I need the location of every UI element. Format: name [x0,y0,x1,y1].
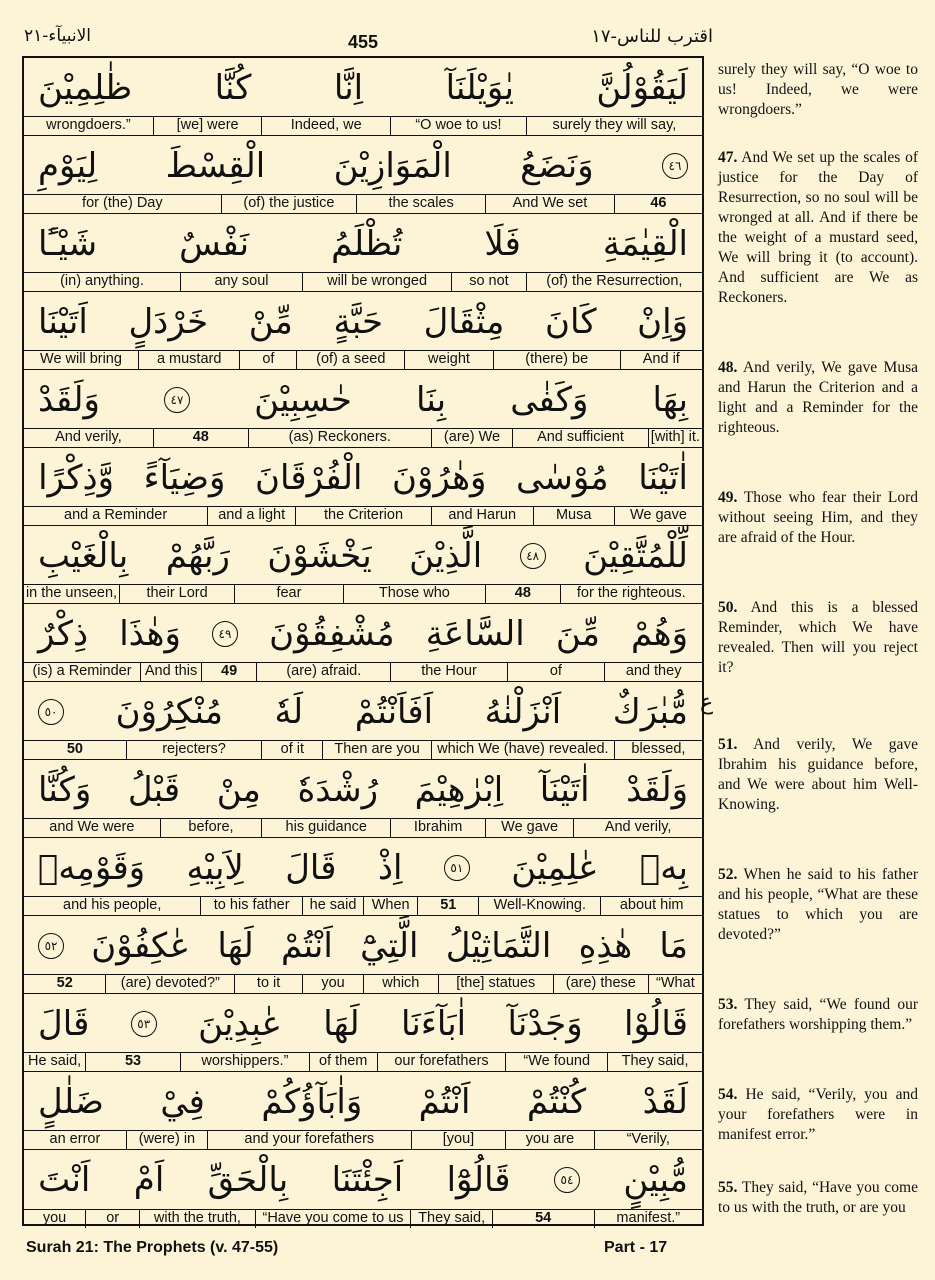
word-translation-cell: for (the) Day [82,195,163,211]
translation-paragraph [718,488,918,548]
verse-number: 48. [718,359,738,376]
arabic-word: التَّمَاثِيْلُ [445,925,552,966]
verse-row [24,370,702,448]
arabic-line [24,58,702,117]
arabic-word: لَهَا [217,925,254,966]
word-translation-cell: to it [234,975,302,993]
word-translation-cell: of them [309,1053,377,1071]
verse-number: 50. [718,599,738,616]
word-translation-cell: you [302,975,363,993]
verse-number-marker: ٥٠ [38,699,64,725]
translation-text: He said, “Verily, you and your forefathers were in manifest error.” [718,1086,918,1143]
arabic-word: اٰبَآءَنَا [401,1003,467,1044]
translation-text: And verily, We gave Musa and Harun the Criterion and a light and a Reminder for the righteous. [718,359,918,436]
arabic-word: بِالْحَقِّ [207,1159,289,1200]
arabic-line [24,292,702,351]
arabic-word: بِهٖ [639,847,688,888]
word-translation-cell: before, [160,819,262,837]
word-translation-cell: and his people, [63,897,162,913]
word-translation-cell: worshippers.” [180,1053,309,1071]
verse-row [24,214,702,292]
word-translation-cell: And if [620,351,702,369]
translation-line [24,1209,702,1228]
arabic-word: حٰسِبِيْنَ [254,379,352,420]
word-translation-cell: They said, [607,1053,702,1071]
word-translation-cell: 48 [485,585,560,603]
arabic-word: لِّلْمُتَّقِيْنَ [583,535,688,576]
word-translation-cell: (there) be [493,351,620,369]
word-translation-cell: Ibrahim [390,819,485,837]
translation-line [24,584,702,603]
word-translation-cell: so not [451,273,526,291]
word-translation-cell: (of) the justice [221,195,357,213]
verse-row [24,916,702,994]
arabic-word: قَبْلُ [127,769,181,810]
translation-paragraph [718,735,918,815]
arabic-word: وَهُمْ [631,613,688,654]
arabic-word: لَهَا [323,1003,360,1044]
translation-line [24,350,702,369]
verse-number: 53. [718,996,738,1013]
arabic-line [24,604,702,663]
arabic-word: مُّبٰرَكٌ [612,691,688,732]
arabic-word: وَضِيَآءً [143,457,226,498]
arabic-word: لِاَبِيْهِ [186,847,244,888]
arabic-line [24,370,702,429]
arabic-word: بِنَا [416,379,447,420]
arabic-word: اَتَيْنَا [38,301,88,342]
arabic-word: هٰذِهِ [578,925,633,966]
arabic-word: بِالْغَيْبِ [38,535,129,576]
arabic-word: مِّنْ [248,301,293,342]
arabic-word: مِّنَ [555,613,600,654]
arabic-word: لَيَقُوْلُنَّ [596,67,688,108]
translation-line [24,740,702,759]
arabic-word: عٰكِفُوْنَ [91,925,191,966]
word-translation-cell: 53 [85,1053,180,1071]
arabic-word: اَنْتُمْ [281,925,333,966]
verse-number: 54. [718,1086,738,1103]
arabic-word: وَنَضَعُ [520,145,594,186]
word-translation-cell: and a Reminder [64,507,168,523]
translation-line [24,116,702,135]
translation-line [24,506,702,525]
word-translation-cell: and your forefathers [207,1131,410,1149]
arabic-word: فَلَا [484,223,521,264]
arabic-word: الْمَوَازِيْنَ [333,145,452,186]
arabic-word: وَلَقَدْ [626,769,688,810]
arabic-word: كَانَ [545,301,597,342]
word-translation-cell: fear [234,585,342,603]
word-translation-cell: 50 [66,741,83,757]
arabic-word: وَاٰبَآؤُكُمْ [261,1081,363,1122]
verse-row [24,136,702,214]
arabic-word: وَكُنَّا [38,769,92,810]
word-translation-cell: manifest.” [594,1210,702,1228]
word-translation-cell: Indeed, we [261,117,390,135]
word-translation-cell: and Harun [431,507,533,525]
verse-number-marker: ٤٧ [164,387,190,413]
word-translation-cell: And this [140,663,201,681]
word-translation-cell: weight [404,351,493,369]
arabic-word: اَنْتُمْ [418,1081,471,1122]
arabic-word: وَاِنْ [637,301,688,342]
arabic-word: كُنْتُمْ [526,1081,587,1122]
verse-row [24,838,702,916]
word-translation-cell: (are) We [431,429,512,447]
word-translation-cell: [we] were [153,117,261,135]
translation-line [24,974,702,993]
word-translation-cell: (are) afraid. [256,663,390,681]
word-translation-cell: or [85,1210,139,1228]
arabic-word: مِثْقَالَ [423,301,505,342]
word-translation-cell: he said [302,897,363,915]
ruku-marker: ع [700,690,714,715]
word-translation-cell: (are) devoted?” [105,975,234,993]
word-translation-cell: (is) a Reminder [32,663,132,679]
arabic-word: اَمْ [133,1159,165,1200]
arabic-word: مَا [659,925,688,966]
arabic-word: ذِكْرٌ [38,613,89,654]
arabic-word: عٰلِمِيْنَ [511,847,599,888]
translation-text: And We set up the scales of justice for the Day of Resurrection, so no soul will be wronged at all. And if there be the weight of a mustard seed, We will bring it (to account). And sufficient are We as Reckoners. [718,149,918,306]
word-translation-cell: (are) these [553,975,648,993]
verse-number-marker: ٤٨ [520,543,546,569]
arabic-word: اِنَّا [333,67,364,108]
word-translation-cell: [the] statues [438,975,553,993]
arabic-word: الْفُرْقَانَ [255,457,363,498]
verse-number: 55. [718,1179,738,1196]
arabic-word: وَلَقَدْ [38,379,100,420]
word-translation-cell: We gave [614,507,702,525]
translation-line [24,194,702,213]
translation-line [24,272,702,291]
arabic-line [24,760,702,819]
arabic-word: خَرْدَلٍ [128,301,209,342]
translation-line [24,1130,702,1149]
arabic-word: مِنْ [216,769,261,810]
word-translation-cell: 51 [417,897,478,915]
header-juz-arabic: اقترب للناس-١٧ [591,26,713,47]
verse-number: 49. [718,489,738,506]
arabic-word: مُوْسٰى [516,457,609,498]
arabic-word: اَجِئْتَنَا [331,1159,404,1200]
verse-number-marker: ٥٤ [554,1167,580,1193]
word-translation-cell: wrongdoers.” [46,117,131,133]
verse-row [24,292,702,370]
arabic-word: وَهٰرُوْنَ [391,457,487,498]
arabic-word: وَهٰذَا [119,613,181,654]
header-surah-arabic: الانبیآء-٢١ [24,26,91,46]
word-by-word-grid [22,56,704,1226]
verse-row [24,994,702,1072]
word-translation-cell: an error [49,1131,101,1147]
word-translation-cell: [with] it. [648,429,702,447]
word-translation-cell: “Verily, [594,1131,702,1149]
word-translation-cell: And We set [485,195,614,213]
footer-part: Part - 17 [604,1239,668,1256]
word-translation-cell: And verily, [573,819,702,837]
arabic-word: رَبَّهُمْ [165,535,230,576]
translation-line [24,896,702,915]
word-translation-cell: of [507,663,605,681]
word-translation-cell: of [239,351,296,369]
arabic-word: مُشْفِقُوْنَ [269,613,395,654]
arabic-word: وَقَوْمِهٖ [38,847,146,888]
verse-number-marker: ٤٦ [662,153,688,179]
word-translation-cell: any soul [180,273,302,291]
translation-text: surely they will say, “O woe to us! Indeed, we were wrongdoers.” [718,61,918,118]
word-translation-cell: the Criterion [295,507,431,525]
word-translation-cell: (of) the Resurrection, [526,273,702,291]
arabic-line [24,1072,702,1131]
arabic-line [24,916,702,975]
arabic-word: الَّتِيْٓ [360,925,419,966]
word-translation-cell: “O woe to us! [390,117,526,135]
word-translation-cell: of it [261,741,322,759]
word-translation-cell: his guidance [261,819,390,837]
word-translation-cell: and We were [49,819,135,835]
verse-row [24,1072,702,1150]
word-translation-cell: (of) a seed [296,351,404,369]
translation-paragraph [718,995,918,1035]
word-translation-cell: He said, [27,1053,82,1069]
translation-paragraph [718,148,918,308]
word-translation-cell: And sufficient [512,429,648,447]
verse-number: 51. [718,736,738,753]
arabic-word: حَبَّةٍ [333,301,383,342]
word-translation-cell: (as) Reckoners. [248,429,431,447]
word-translation-cell: their Lord [119,585,234,603]
word-translation-cell: We will bring [40,351,122,367]
arabic-word: وَكَفٰى [510,379,589,420]
arabic-word: اٰتَيْنَا [638,457,688,498]
word-translation-cell: the Hour [390,663,506,681]
arabic-line [24,682,702,741]
word-translation-cell: blessed, [614,741,702,759]
translation-text: They said, “Have you come to us with the truth, or are you [718,1179,918,1216]
arabic-word: قَالَ [38,1003,90,1044]
translation-paragraph [718,60,918,120]
arabic-word: كُنَّا [214,67,252,108]
arabic-word: الْقِسْطَ [165,145,266,186]
word-translation-cell: for the righteous. [560,585,702,603]
translation-text: And this is a blessed Reminder, which We have revealed. Then will you reject it? [718,599,918,676]
word-translation-cell: “Have you come to us [255,1210,411,1228]
arabic-word: فِيْ [160,1081,205,1122]
word-translation-cell: with the truth, [139,1210,254,1228]
translation-paragraph [718,865,918,945]
arabic-word: اَنْتَ [38,1159,91,1200]
arabic-word: اَنْزَلْنٰهُ [484,691,562,732]
word-translation-cell: 49 [201,663,256,681]
word-translation-cell: about him [600,897,702,915]
word-translation-cell: rejecters? [126,741,262,759]
verse-row [24,526,702,604]
word-translation-cell: 52 [56,975,73,991]
word-translation-cell: 46 [614,195,702,213]
word-translation-cell: (in) anything. [60,273,144,289]
word-translation-cell: (were) in [126,1131,207,1149]
arabic-word: مُنْكِرُوْنَ [115,691,223,732]
arabic-word: وَجَدْنَآ [507,1003,583,1044]
translation-line [24,662,702,681]
translation-text: They said, “We found our forefathers worshipping them.” [718,996,918,1033]
translation-paragraph [718,1178,918,1218]
arabic-word: اِذْ [377,847,403,888]
word-translation-cell: Well-Knowing. [478,897,600,915]
arabic-line [24,994,702,1053]
arabic-word: بِهَا [652,379,688,420]
arabic-word: لَهٗ [274,691,304,732]
arabic-word: وَّذِكْرًا [38,457,115,498]
arabic-word: اٰتَيْنَآ [539,769,590,810]
word-translation-cell: They said, [410,1210,491,1228]
word-translation-cell: you [42,1210,67,1226]
verse-number-marker: ٥١ [444,855,470,881]
word-translation-cell: Those who [343,585,485,603]
arabic-word: اَفَاَنْتُمْ [354,691,434,732]
verse-number: 52. [718,866,738,883]
word-translation-cell: 54 [492,1210,594,1228]
word-translation-cell: And verily, [55,429,122,445]
verse-row [24,1150,702,1228]
arabic-word: لِيَوْمِ [38,145,98,186]
word-translation-cell: Then are you [322,741,430,759]
word-translation-cell: and a light [207,507,295,525]
arabic-word: يٰوَيْلَنَآ [445,67,514,108]
verse-number-marker: ٥٢ [38,933,64,959]
word-translation-cell: 48 [153,429,248,447]
verse-number-marker: ٥٣ [131,1011,157,1037]
word-translation-cell: in the unseen, [25,585,118,601]
word-translation-cell: “What [648,975,702,993]
arabic-word: لَقَدْ [642,1081,688,1122]
verse-row [24,58,702,136]
arabic-line [24,214,702,273]
word-translation-cell: a mustard [138,351,239,369]
page-number: 455 [348,32,379,52]
translation-paragraph [718,598,918,678]
arabic-word: ظٰلِمِيْنَ [38,67,133,108]
arabic-word: عٰبِدِيْنَ [198,1003,282,1044]
arabic-line [24,838,702,897]
arabic-line [24,1150,702,1209]
translation-text: And verily, We gave Ibrahim his guidance before, and We were about him Well-Knowing. [718,736,918,813]
word-translation-cell: our forefathers [377,1053,506,1071]
arabic-word: نَفْسٌ [179,223,250,264]
verse-row [24,760,702,838]
word-translation-cell: and they [604,663,702,681]
verse-row [24,448,702,526]
verse-row [24,604,702,682]
translation-line [24,1052,702,1071]
word-translation-cell: which [363,975,438,993]
arabic-word: شَيْـًٔا [38,223,98,264]
translation-text: Those who fear their Lord without seeing Him, and they are afraid of the Hour. [718,489,918,546]
translation-line [24,428,702,447]
word-translation-cell: [you] [411,1131,506,1149]
word-translation-cell: “We found [505,1053,607,1071]
word-translation-cell: We gave [485,819,573,837]
arabic-word: الَّذِيْنَ [409,535,483,576]
word-translation-cell: will be wronged [302,273,451,291]
word-translation-cell: Musa [533,507,614,525]
footer-surah-title: Surah 21: The Prophets (v. 47-55) [26,1239,279,1256]
translation-paragraph [718,1085,918,1145]
arabic-line [24,136,702,195]
word-translation-cell: which We (have) revealed. [431,741,614,759]
word-translation-cell: you are [505,1131,593,1149]
translation-text: When he said to his father and his people, “What are these statues to which you are devoted?” [718,866,918,943]
translation-line [24,818,702,837]
arabic-word: رُشْدَهٗ [297,769,379,810]
arabic-word: الْقِيٰمَةِ [602,223,688,264]
verse-number: 47. [718,149,738,166]
arabic-word: اِبْرٰهِيْمَ [414,769,504,810]
verse-number-marker: ٤٩ [212,621,238,647]
arabic-word: قَالَ [285,847,337,888]
word-translation-cell: When [363,897,417,915]
word-translation-cell: surely they will say, [526,117,702,135]
arabic-word: يَخْشَوْنَ [267,535,372,576]
arabic-word: قَالُوْٓا [446,1159,511,1200]
verse-row [24,682,702,760]
word-translation-cell: the scales [356,195,485,213]
word-translation-cell: to his father [200,897,302,915]
arabic-line [24,526,702,585]
translation-paragraph [718,358,918,438]
arabic-word: قَالُوْا [624,1003,688,1044]
arabic-word: ضَلٰلٍ [38,1081,104,1122]
arabic-word: مُّبِيْنٍ [623,1159,688,1200]
arabic-line [24,448,702,507]
arabic-word: تُظْلَمُ [331,223,403,264]
arabic-word: السَّاعَةِ [425,613,525,654]
